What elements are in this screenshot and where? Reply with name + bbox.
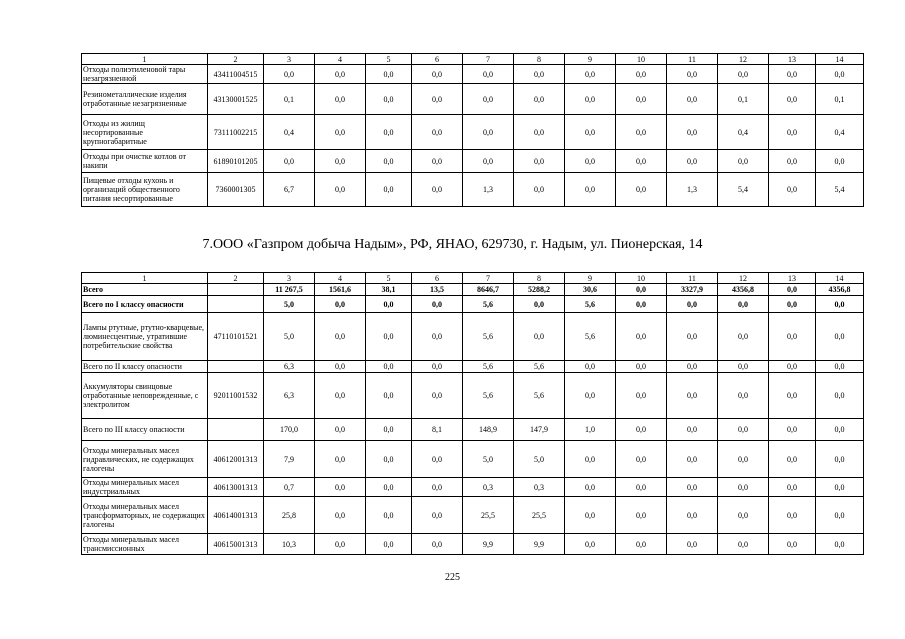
value-cell: 0,0 [718, 441, 769, 478]
value-cell: 6,3 [264, 373, 315, 419]
value-cell: 0,0 [565, 150, 616, 173]
column-number-cell: 10 [616, 273, 667, 284]
value-cell: 0,0 [769, 115, 816, 150]
value-cell: 0,0 [667, 361, 718, 373]
value-cell: 0,0 [616, 65, 667, 84]
waste-code-cell [208, 419, 264, 441]
value-cell: 0,0 [718, 65, 769, 84]
value-cell: 8,1 [412, 419, 463, 441]
value-cell: 0,0 [816, 361, 864, 373]
value-cell: 0,0 [565, 497, 616, 534]
waste-code-cell [208, 361, 264, 373]
value-cell: 0,0 [667, 534, 718, 555]
value-cell: 0,0 [463, 150, 514, 173]
value-cell: 0,0 [616, 497, 667, 534]
table-row [82, 361, 864, 373]
table-row [82, 296, 864, 313]
column-number-cell: 2 [208, 273, 264, 284]
value-cell: 0,0 [616, 284, 667, 296]
value-cell: 0,0 [315, 361, 366, 373]
value-cell: 5,4 [718, 173, 769, 207]
value-cell: 5,6 [463, 296, 514, 313]
value-cell: 0,0 [412, 478, 463, 497]
waste-code-cell: 40615001313 [208, 534, 264, 555]
value-cell: 0,0 [616, 296, 667, 313]
value-cell: 0,0 [769, 296, 816, 313]
value-cell: 0,0 [616, 441, 667, 478]
value-cell: 0,0 [366, 65, 412, 84]
waste-name-cell: Всего по II классу опасности [82, 361, 208, 373]
value-cell: 5288,2 [514, 284, 565, 296]
value-cell: 0,0 [718, 373, 769, 419]
column-number-cell: 14 [816, 273, 864, 284]
value-cell: 0,0 [816, 65, 864, 84]
value-cell: 0,0 [315, 65, 366, 84]
value-cell: 0,0 [565, 361, 616, 373]
value-cell: 5,6 [514, 361, 565, 373]
value-cell: 11 267,5 [264, 284, 315, 296]
value-cell: 0,0 [315, 419, 366, 441]
value-cell: 0,0 [366, 478, 412, 497]
value-cell: 0,0 [718, 534, 769, 555]
value-cell: 0,0 [769, 65, 816, 84]
value-cell: 1,0 [565, 419, 616, 441]
value-cell: 0,0 [412, 65, 463, 84]
column-number-cell: 9 [565, 273, 616, 284]
value-cell: 0,0 [616, 84, 667, 115]
value-cell: 0,0 [366, 534, 412, 555]
value-cell: 0,0 [565, 478, 616, 497]
value-cell: 9,9 [463, 534, 514, 555]
value-cell: 30,6 [565, 284, 616, 296]
table-row [82, 373, 864, 419]
value-cell: 0,0 [769, 173, 816, 207]
value-cell: 0,0 [667, 497, 718, 534]
value-cell: 0,0 [315, 497, 366, 534]
value-cell: 0,0 [769, 313, 816, 361]
value-cell: 0,0 [667, 419, 718, 441]
value-cell: 10,3 [264, 534, 315, 555]
waste-table-continued [81, 53, 864, 207]
column-number-cell: 9 [565, 54, 616, 65]
value-cell: 0,0 [565, 115, 616, 150]
value-cell: 0,0 [412, 84, 463, 115]
value-cell: 0,0 [412, 534, 463, 555]
column-number-cell: 1 [82, 273, 208, 284]
value-cell: 5,6 [565, 296, 616, 313]
value-cell: 0,0 [718, 361, 769, 373]
value-cell: 7,9 [264, 441, 315, 478]
table-row [82, 478, 864, 497]
value-cell: 0,0 [366, 497, 412, 534]
table-row [82, 534, 864, 555]
value-cell: 4356,8 [718, 284, 769, 296]
value-cell: 0,1 [718, 84, 769, 115]
value-cell: 0,0 [616, 478, 667, 497]
value-cell: 0,0 [616, 419, 667, 441]
waste-name-cell: Лампы ртутные, ртутно-кварцевые, люминесцентные, утратившие потребительские свойства [82, 313, 208, 361]
value-cell: 0,0 [565, 65, 616, 84]
value-cell: 0,0 [769, 150, 816, 173]
value-cell: 0,7 [264, 478, 315, 497]
value-cell: 0,0 [315, 173, 366, 207]
value-cell: 0,0 [565, 373, 616, 419]
value-cell: 0,0 [412, 313, 463, 361]
value-cell: 0,0 [366, 419, 412, 441]
column-number-cell: 12 [718, 273, 769, 284]
value-cell: 0,0 [315, 478, 366, 497]
page-number: 225 [445, 572, 460, 583]
waste-name-cell: Отходы минеральных масел трансмиссионных [82, 534, 208, 555]
value-cell: 0,0 [412, 441, 463, 478]
value-cell: 0,0 [667, 478, 718, 497]
value-cell: 0,0 [667, 150, 718, 173]
table-row [82, 65, 864, 84]
value-cell: 0,0 [412, 173, 463, 207]
value-cell: 0,0 [667, 441, 718, 478]
value-cell: 0,0 [718, 478, 769, 497]
value-cell: 0,0 [412, 150, 463, 173]
value-cell: 5,0 [514, 441, 565, 478]
value-cell: 0,0 [769, 441, 816, 478]
value-cell: 1,3 [463, 173, 514, 207]
column-number-cell: 11 [667, 54, 718, 65]
column-number-cell: 4 [315, 273, 366, 284]
value-cell: 5,4 [816, 173, 864, 207]
waste-name-cell: Отходы при очистке котлов от накипи [82, 150, 208, 173]
value-cell: 9,9 [514, 534, 565, 555]
value-cell: 0,0 [816, 478, 864, 497]
value-cell: 0,0 [718, 296, 769, 313]
value-cell: 0,4 [816, 115, 864, 150]
value-cell: 5,6 [463, 361, 514, 373]
waste-code-cell [208, 284, 264, 296]
value-cell: 0,0 [366, 361, 412, 373]
value-cell: 0,0 [769, 497, 816, 534]
column-number-cell: 7 [463, 273, 514, 284]
value-cell: 0,0 [514, 65, 565, 84]
value-cell: 5,0 [264, 296, 315, 313]
value-cell: 0,0 [816, 497, 864, 534]
table-row [82, 284, 864, 296]
value-cell: 0,0 [366, 441, 412, 478]
value-cell: 0,4 [264, 115, 315, 150]
column-number-cell: 13 [769, 54, 816, 65]
value-cell: 0,0 [565, 441, 616, 478]
value-cell: 0,0 [315, 296, 366, 313]
table-row [82, 419, 864, 441]
column-number-cell: 6 [412, 273, 463, 284]
column-number-cell: 3 [264, 273, 315, 284]
value-cell: 0,0 [315, 150, 366, 173]
value-cell: 0,0 [412, 115, 463, 150]
value-cell: 0,0 [264, 150, 315, 173]
value-cell: 0,0 [616, 313, 667, 361]
column-number-cell: 3 [264, 54, 315, 65]
value-cell: 0,0 [366, 373, 412, 419]
value-cell: 0,0 [412, 373, 463, 419]
value-cell: 5,0 [463, 441, 514, 478]
column-number-cell: 8 [514, 273, 565, 284]
value-cell: 0,0 [616, 173, 667, 207]
column-number-cell: 12 [718, 54, 769, 65]
table-row [82, 313, 864, 361]
column-number-cell: 2 [208, 54, 264, 65]
value-cell: 0,0 [718, 150, 769, 173]
value-cell: 0,0 [816, 296, 864, 313]
value-cell: 0,0 [366, 115, 412, 150]
value-cell: 0,4 [718, 115, 769, 150]
table-row [82, 497, 864, 534]
value-cell: 0,0 [514, 115, 565, 150]
value-cell: 0,1 [264, 84, 315, 115]
value-cell: 25,8 [264, 497, 315, 534]
value-cell: 0,0 [769, 373, 816, 419]
value-cell: 5,6 [463, 373, 514, 419]
waste-name-cell: Всего по III классу опасности [82, 419, 208, 441]
waste-code-cell: 40614001313 [208, 497, 264, 534]
value-cell: 1561,6 [315, 284, 366, 296]
value-cell: 0,0 [514, 173, 565, 207]
column-number-cell: 4 [315, 54, 366, 65]
value-cell: 25,5 [463, 497, 514, 534]
value-cell: 0,0 [565, 173, 616, 207]
value-cell: 0,1 [816, 84, 864, 115]
value-cell: 0,0 [667, 373, 718, 419]
value-cell: 0,0 [816, 373, 864, 419]
value-cell: 0,0 [718, 419, 769, 441]
value-cell: 0,0 [366, 150, 412, 173]
value-cell: 0,0 [315, 313, 366, 361]
value-cell: 147,9 [514, 419, 565, 441]
value-cell: 0,0 [366, 173, 412, 207]
value-cell: 0,0 [769, 419, 816, 441]
value-cell: 5,6 [565, 313, 616, 361]
value-cell: 0,0 [366, 313, 412, 361]
waste-name-cell: Пищевые отходы кухонь и организаций общественного питания несортированные [82, 173, 208, 207]
waste-code-cell: 40612001313 [208, 441, 264, 478]
value-cell: 0,0 [816, 534, 864, 555]
waste-name-cell: Отходы минеральных масел трансформаторных, не содержащих галогены [82, 497, 208, 534]
value-cell: 0,0 [565, 84, 616, 115]
section-title: 7.ООО «Газпром добыча Надым», РФ, ЯНАО, 629730, г. Надым, ул. Пионерская, 14 [202, 237, 703, 252]
waste-code-cell: 40613001313 [208, 478, 264, 497]
value-cell: 0,0 [616, 361, 667, 373]
value-cell: 0,0 [769, 478, 816, 497]
value-cell: 8646,7 [463, 284, 514, 296]
value-cell: 0,0 [463, 65, 514, 84]
column-number-cell: 6 [412, 54, 463, 65]
waste-name-cell: Аккумуляторы свинцовые отработанные неповрежденные, с электролитом [82, 373, 208, 419]
value-cell: 0,0 [769, 284, 816, 296]
value-cell: 0,3 [514, 478, 565, 497]
value-cell: 148,9 [463, 419, 514, 441]
value-cell: 0,0 [514, 150, 565, 173]
value-cell: 13,5 [412, 284, 463, 296]
waste-code-cell: 61890101205 [208, 150, 264, 173]
waste-code-cell: 92011001532 [208, 373, 264, 419]
column-number-cell: 13 [769, 273, 816, 284]
value-cell: 0,0 [816, 441, 864, 478]
column-number-header-row [82, 54, 864, 65]
column-number-cell: 5 [366, 54, 412, 65]
waste-name-cell: Отходы минеральных масел гидравлических, не содержащих галогены [82, 441, 208, 478]
waste-name-cell: Отходы из жилищ несортированные крупногабаритные [82, 115, 208, 150]
waste-name-cell: Отходы полиэтиленовой тары незагрязненной [82, 65, 208, 84]
value-cell: 0,0 [315, 534, 366, 555]
value-cell: 3327,9 [667, 284, 718, 296]
value-cell: 0,0 [366, 296, 412, 313]
waste-code-cell: 73111002215 [208, 115, 264, 150]
value-cell: 0,0 [667, 115, 718, 150]
column-number-cell: 11 [667, 273, 718, 284]
waste-code-cell: 47110101521 [208, 313, 264, 361]
value-cell: 0,0 [816, 419, 864, 441]
table-row [82, 150, 864, 173]
value-cell: 0,0 [769, 361, 816, 373]
value-cell: 0,0 [315, 115, 366, 150]
value-cell: 0,0 [315, 373, 366, 419]
value-cell: 0,0 [412, 497, 463, 534]
waste-name-cell: Всего [82, 284, 208, 296]
column-number-cell: 14 [816, 54, 864, 65]
value-cell: 0,0 [463, 115, 514, 150]
value-cell: 0,0 [315, 84, 366, 115]
table-row [82, 84, 864, 115]
value-cell: 5,6 [463, 313, 514, 361]
waste-code-cell [208, 296, 264, 313]
value-cell: 25,5 [514, 497, 565, 534]
value-cell: 0,0 [616, 373, 667, 419]
value-cell: 0,0 [769, 534, 816, 555]
waste-code-cell: 7360001305 [208, 173, 264, 207]
value-cell: 0,0 [412, 296, 463, 313]
value-cell: 0,0 [463, 84, 514, 115]
value-cell: 0,0 [667, 296, 718, 313]
value-cell: 0,0 [816, 150, 864, 173]
value-cell: 0,0 [616, 115, 667, 150]
waste-table-gazprom-nadym [81, 272, 864, 555]
table-row [82, 115, 864, 150]
value-cell: 0,0 [412, 361, 463, 373]
waste-code-cell: 43411004515 [208, 65, 264, 84]
value-cell: 0,0 [514, 313, 565, 361]
column-number-header-row [82, 273, 864, 284]
value-cell: 0,0 [616, 150, 667, 173]
value-cell: 5,0 [264, 313, 315, 361]
column-number-cell: 10 [616, 54, 667, 65]
table-row [82, 441, 864, 478]
value-cell: 0,0 [366, 84, 412, 115]
value-cell: 0,0 [667, 313, 718, 361]
value-cell: 0,3 [463, 478, 514, 497]
value-cell: 6,7 [264, 173, 315, 207]
value-cell: 5,6 [514, 373, 565, 419]
value-cell: 0,0 [264, 65, 315, 84]
value-cell: 0,0 [565, 534, 616, 555]
column-number-cell: 8 [514, 54, 565, 65]
value-cell: 0,0 [718, 497, 769, 534]
column-number-cell: 7 [463, 54, 514, 65]
column-number-cell: 1 [82, 54, 208, 65]
table-row [82, 173, 864, 207]
value-cell: 4356,8 [816, 284, 864, 296]
value-cell: 0,0 [315, 441, 366, 478]
waste-code-cell: 43130001525 [208, 84, 264, 115]
value-cell: 0,0 [769, 84, 816, 115]
column-number-cell: 5 [366, 273, 412, 284]
value-cell: 0,0 [718, 313, 769, 361]
waste-name-cell: Резинометаллические изделия отработанные незагрязненные [82, 84, 208, 115]
value-cell: 0,0 [616, 534, 667, 555]
value-cell: 0,0 [514, 84, 565, 115]
value-cell: 1,3 [667, 173, 718, 207]
value-cell: 0,0 [667, 84, 718, 115]
value-cell: 0,0 [816, 313, 864, 361]
value-cell: 170,0 [264, 419, 315, 441]
waste-name-cell: Отходы минеральных масел индустриальных [82, 478, 208, 497]
value-cell: 38,1 [366, 284, 412, 296]
value-cell: 0,0 [514, 296, 565, 313]
value-cell: 0,0 [667, 65, 718, 84]
waste-name-cell: Всего по I классу опасности [82, 296, 208, 313]
value-cell: 6,3 [264, 361, 315, 373]
